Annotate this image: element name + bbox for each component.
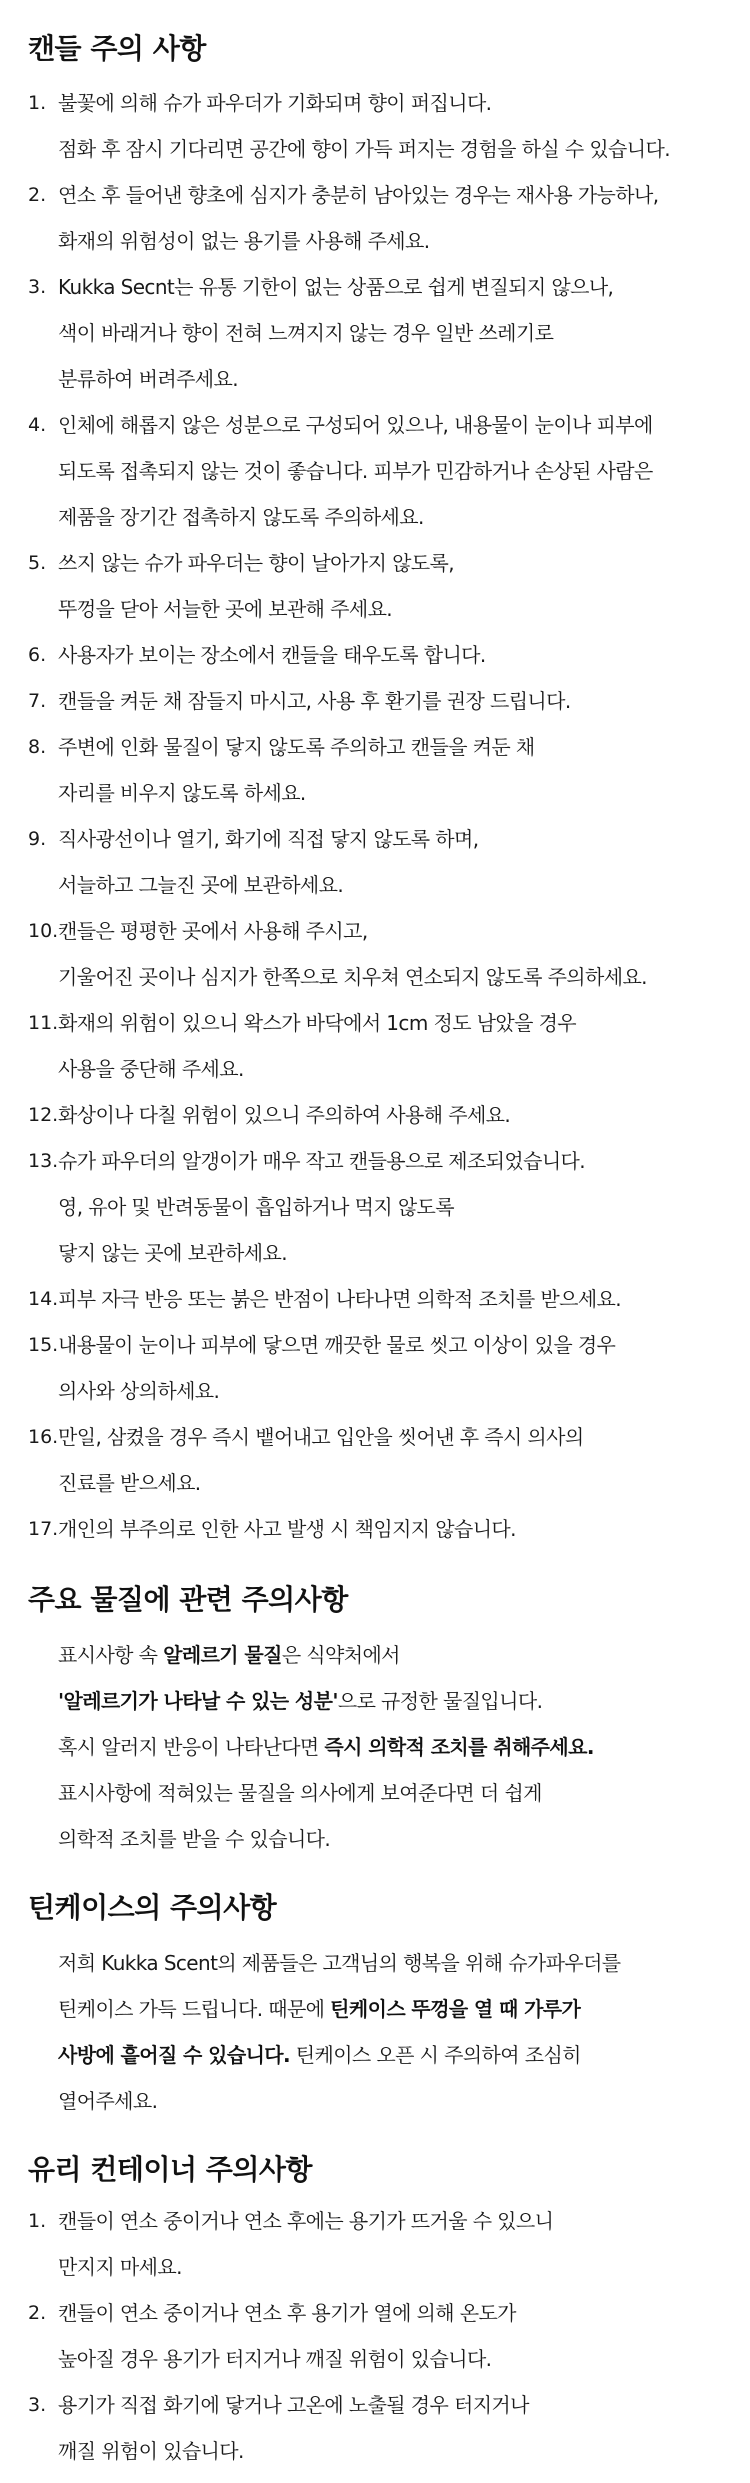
item-number: 10. xyxy=(28,920,59,942)
item-line: 화재의 위험성이 없는 용기를 사용해 주세요. xyxy=(58,229,430,253)
text-run: 표시사항 속 xyxy=(58,1643,164,1667)
item-line: 주변에 인화 물질이 닿지 않도록 주의하고 캔들을 켜둔 채 xyxy=(58,735,535,759)
tincase-section xyxy=(28,1880,722,2124)
list-item xyxy=(28,80,722,172)
item-line: 개인의 부주의로 인한 사고 발생 시 책임지지 않습니다. xyxy=(58,1517,516,1541)
paragraph-line: 표시사항에 적혀있는 물질을 의사에게 보여준다면 더 쉽게 xyxy=(58,1781,542,1805)
item-line: 의사와 상의하세요. xyxy=(58,1379,220,1403)
item-line: 화재의 위험이 있으니 왁스가 바닥에서 1cm 정도 남았을 경우 xyxy=(58,1011,577,1035)
tincase-paragraph xyxy=(28,1940,722,2124)
list-item xyxy=(28,1276,722,1322)
item-line: 직사광선이나 열기, 화기에 직접 닿지 않도록 하며, xyxy=(58,827,479,851)
paragraph-line: 의학적 조치를 받을 수 있습니다. xyxy=(58,1827,331,1851)
item-text xyxy=(58,1506,516,1552)
medical-action-highlight: 즉시 의학적 조치를 취해주세요. xyxy=(324,1735,594,1759)
item-line: 사용자가 보이는 장소에서 캔들을 태우도록 합니다. xyxy=(58,643,486,667)
glass-section-title: 유리 컨테이너 주의사항 xyxy=(28,2153,312,2186)
item-text xyxy=(58,2198,553,2290)
text-run: 틴케이스 가득 드립니다. 때문에 xyxy=(58,1997,331,2021)
item-line: 내용물이 눈이나 피부에 닿으면 깨끗한 물로 씻고 이상이 있을 경우 xyxy=(58,1333,616,1357)
list-item xyxy=(28,816,722,908)
item-text xyxy=(58,1000,576,1092)
item-number: 9. xyxy=(28,828,47,850)
powder-scatter-highlight: 사방에 흩어질 수 있습니다. xyxy=(58,2043,291,2067)
item-text xyxy=(58,264,613,402)
item-text xyxy=(58,1322,615,1414)
candle-section xyxy=(28,0,722,1552)
list-item xyxy=(28,1414,722,1506)
glass-section xyxy=(28,2142,722,2474)
item-number: 6. xyxy=(28,644,47,666)
list-item xyxy=(28,1322,722,1414)
item-number: 8. xyxy=(28,736,47,758)
item-number: 12. xyxy=(28,1104,59,1126)
item-line: 캔들은 평평한 곳에서 사용해 주시고, xyxy=(58,919,368,943)
paragraph-line xyxy=(28,1678,722,1724)
paragraph-line xyxy=(28,2032,722,2078)
paragraph-line xyxy=(28,1986,722,2032)
item-text xyxy=(58,2382,529,2474)
list-item xyxy=(28,264,722,402)
item-number: 2. xyxy=(28,2302,47,2324)
list-item xyxy=(28,632,722,678)
item-line: 쓰지 않는 슈가 파우더는 향이 날아가지 않도록, xyxy=(58,551,454,575)
item-line: 깨질 위험이 있습니다. xyxy=(58,2439,244,2463)
item-number: 1. xyxy=(28,2210,47,2232)
tincase-section-title: 틴케이스의 주의사항 xyxy=(28,1891,277,1924)
item-line: 영, 유아 및 반려동물이 흡입하거나 먹지 않도록 xyxy=(58,1195,454,1219)
item-text xyxy=(58,1092,510,1138)
list-item xyxy=(28,1000,722,1092)
list-item xyxy=(28,1092,722,1138)
list-item xyxy=(28,678,722,724)
item-number: 14. xyxy=(28,1288,59,1310)
text-run: 혹시 알러지 반응이 나타난다면 xyxy=(58,1735,325,1759)
list-item xyxy=(28,172,722,264)
item-number: 7. xyxy=(28,690,47,712)
lid-warning-highlight: 틴케이스 뚜껑을 열 때 가루가 xyxy=(330,1997,581,2021)
item-text xyxy=(58,2290,516,2382)
paragraph-line xyxy=(28,1632,722,1678)
item-line: 슈가 파우더의 알갱이가 매우 작고 캔들용으로 제조되었습니다. xyxy=(58,1149,586,1173)
item-text xyxy=(58,678,571,724)
item-line: 용기가 직접 화기에 닿거나 고온에 노출될 경우 터지거나 xyxy=(58,2393,529,2417)
item-text xyxy=(58,908,647,1000)
allergen-definition-highlight: '알레르기가 나타날 수 있는 성분' xyxy=(58,1689,338,1713)
glass-notes-list xyxy=(28,2198,722,2474)
list-item xyxy=(28,1506,722,1552)
candle-notes-list xyxy=(28,80,722,1552)
item-text xyxy=(58,632,486,678)
item-number: 5. xyxy=(28,552,47,574)
item-line: 사용을 중단해 주세요. xyxy=(58,1057,244,1081)
item-line: 점화 후 잠시 기다리면 공간에 향이 가득 퍼지는 경험을 하실 수 있습니다. xyxy=(58,137,670,161)
item-line: 되도록 접촉되지 않는 것이 좋습니다. 피부가 민감하거나 손상된 사람은 xyxy=(58,459,653,483)
item-line: 피부 자극 반응 또는 붉은 반점이 나타나면 의학적 조치를 받으세요. xyxy=(58,1287,622,1311)
item-number: 11. xyxy=(28,1012,59,1034)
item-number: 15. xyxy=(28,1334,59,1356)
item-number: 17. xyxy=(28,1518,59,1540)
substance-section-title: 주요 물질에 관련 주의사항 xyxy=(28,1583,348,1616)
item-line: 색이 바래거나 향이 전혀 느껴지지 않는 경우 일반 쓰레기로 xyxy=(58,321,554,345)
item-number: 13. xyxy=(28,1150,59,1172)
list-item xyxy=(28,724,722,816)
text-run: 으로 규정한 물질입니다. xyxy=(337,1689,543,1713)
item-number: 3. xyxy=(28,2394,47,2416)
item-line: 높아질 경우 용기가 터지거나 깨질 위험이 있습니다. xyxy=(58,2347,492,2371)
item-number: 3. xyxy=(28,276,47,298)
list-item xyxy=(28,2290,722,2382)
item-line: 캔들을 켜둔 채 잠들지 마시고, 사용 후 환기를 권장 드립니다. xyxy=(58,689,571,713)
item-text xyxy=(58,402,653,540)
item-text xyxy=(58,1276,621,1322)
item-line: 캔들이 연소 중이거나 연소 후 용기가 열에 의해 온도가 xyxy=(58,2301,516,2325)
item-line: 닿지 않는 곳에 보관하세요. xyxy=(58,1241,287,1265)
list-item xyxy=(28,2198,722,2290)
allergen-highlight: 알레르기 물질 xyxy=(163,1643,282,1667)
item-line: 자리를 비우지 않도록 하세요. xyxy=(58,781,306,805)
list-item xyxy=(28,402,722,540)
paragraph-line xyxy=(28,1724,722,1770)
item-text xyxy=(58,540,454,632)
item-text xyxy=(58,1414,584,1506)
item-line: 서늘하고 그늘진 곳에 보관하세요. xyxy=(58,873,344,897)
list-item xyxy=(28,1138,722,1276)
item-number: 1. xyxy=(28,92,47,114)
item-number: 16. xyxy=(28,1426,59,1448)
text-run: 틴케이스 오픈 시 주의하여 조심히 xyxy=(290,2043,581,2067)
item-line: 캔들이 연소 중이거나 연소 후에는 용기가 뜨거울 수 있으니 xyxy=(58,2209,554,2233)
item-text xyxy=(58,172,658,264)
list-item xyxy=(28,2382,722,2474)
substance-paragraph xyxy=(28,1632,722,1862)
item-line: 화상이나 다칠 위험이 있으니 주의하여 사용해 주세요. xyxy=(58,1103,511,1127)
item-line: 만지지 마세요. xyxy=(58,2255,182,2279)
list-item xyxy=(28,540,722,632)
item-line: Kukka Secnt는 유통 기한이 없는 상품으로 쉽게 변질되지 않으나, xyxy=(58,275,614,299)
text-run: 은 식약처에서 xyxy=(281,1643,400,1667)
item-line: 제품을 장기간 접촉하지 않도록 주의하세요. xyxy=(58,505,424,529)
item-line: 진료를 받으세요. xyxy=(58,1471,201,1495)
item-line: 뚜껑을 닫아 서늘한 곳에 보관해 주세요. xyxy=(58,597,393,621)
list-item xyxy=(28,908,722,1000)
item-text xyxy=(58,80,670,172)
item-line: 만일, 삼켰을 경우 즉시 뱉어내고 입안을 씻어낸 후 즉시 의사의 xyxy=(58,1425,584,1449)
item-number: 2. xyxy=(28,184,47,206)
item-line: 불꽃에 의해 슈가 파우더가 기화되며 향이 퍼집니다. xyxy=(58,91,492,115)
item-text xyxy=(58,1138,585,1276)
item-line: 기울어진 곳이나 심지가 한쪽으로 치우쳐 연소되지 않도록 주의하세요. xyxy=(58,965,647,989)
item-number: 4. xyxy=(28,414,47,436)
item-line: 연소 후 들어낸 향초에 심지가 충분히 남아있는 경우는 재사용 가능하나, xyxy=(58,183,659,207)
item-line: 분류하여 버려주세요. xyxy=(58,367,238,391)
paragraph-line: 저희 Kukka Scent의 제품들은 고객님의 행복을 위해 슈가파우더를 xyxy=(58,1951,621,1975)
candle-section-title: 캔들 주의 사항 xyxy=(28,32,206,65)
paragraph-line: 열어주세요. xyxy=(58,2089,158,2113)
substance-section xyxy=(28,1572,722,1862)
item-line: 인체에 해롭지 않은 성분으로 구성되어 있으나, 내용물이 눈이나 피부에 xyxy=(58,413,653,437)
item-text xyxy=(58,724,535,816)
item-text xyxy=(58,816,478,908)
